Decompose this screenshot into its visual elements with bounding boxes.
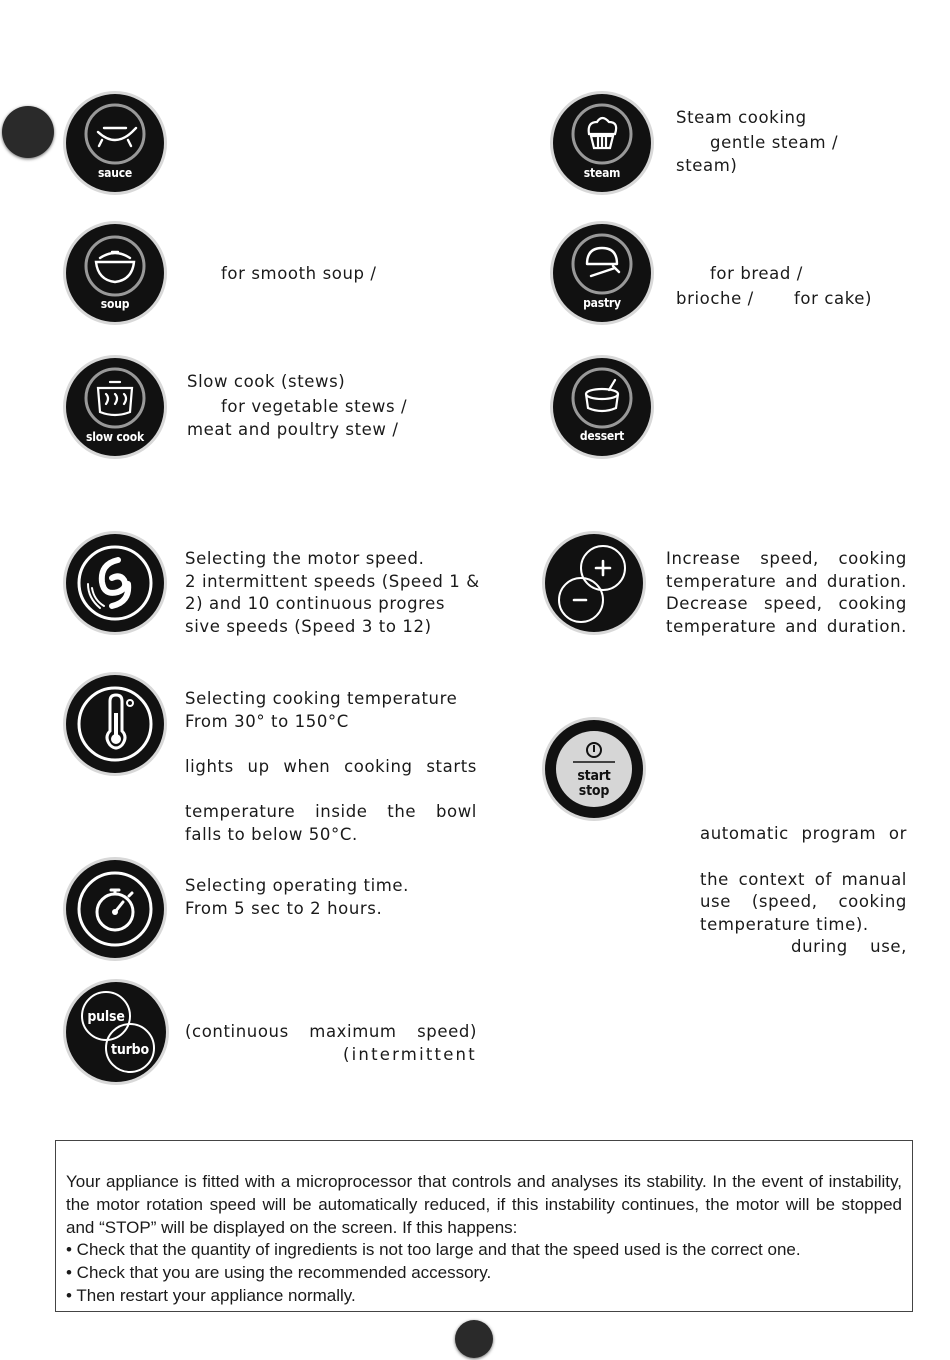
temperature-description-5: falls to below 50°C. [185,825,358,844]
pastry-description-1: for bread / [710,264,803,283]
plus-minus-icon [545,534,643,632]
stability-notice-box [55,1140,913,1312]
sauce-icon [66,94,164,192]
steam-label: steam [583,166,621,180]
stability-notice-paragraph: Your appliance is fitted with a microprocessor that controls and analyses its stability. In the event of instability, the motor rotation speed will be automatically reduced, if this instability continues, the motor will be stopped and “STOP” will be displayed on the screen. If this happens: [66,1172,902,1237]
speed-description-3: 2) and 10 continuous progres [185,594,446,613]
start-stop-description-3: use (speed, cooking [700,892,907,911]
start-stop-description-2: the context of manual [700,870,907,889]
temperature-description-2: From 30° to 150°C [185,712,349,731]
plus-minus-description-3: Decrease speed, cooking [666,594,907,613]
pulse-description-2: (intermittent [343,1045,477,1064]
start-stop-button-icon [545,720,643,818]
pulse-description-1: (continuous maximum speed) [185,1022,477,1041]
notice-bullet-2: • Check that you are using the recommended accessory. [66,1263,492,1283]
slow-cook-icon [66,358,164,456]
stop-label: stop [578,783,610,799]
timer-description-1: Selecting operating time. [185,876,410,895]
dessert-icon [553,358,651,456]
timer-description-2: From 5 sec to 2 hours. [185,899,383,918]
speed-description-1: Selecting the motor speed. [185,549,425,568]
slow-cook-label: slow cook [86,430,144,444]
pulse-turbo-icon [66,982,166,1082]
slow-cook-description-1: Slow cook (stews) [187,372,346,391]
pastry-label: pastry [583,296,621,310]
turbo-label: turbo [111,1042,149,1058]
soup-icon [66,224,164,322]
notice-bullet-3: • Then restart your appliance normally. [66,1285,356,1305]
pulse-label: pulse [87,1009,125,1025]
slow-cook-description-2: for vegetable stews / [221,397,408,416]
thermometer-icon [66,675,164,773]
pastry-description-2b: for cake) [794,289,873,308]
speed-description-4: sive speeds (Speed 3 to 12) [185,617,432,636]
temperature-description-4: temperature inside the bowl [185,802,477,821]
slow-cook-description-3: meat and poultry stew / [187,420,399,439]
temperature-description-1: Selecting cooking temperature [185,689,458,708]
temperature-description-3: lights up when cooking starts [185,757,477,776]
speed-icon [66,534,164,632]
plus-minus-description-2: temperature and duration. [666,572,907,591]
dessert-label: dessert [579,429,625,443]
soup-description: for smooth soup / [221,264,377,283]
start-stop-description-4: temperature time). [700,915,869,934]
page-number-marker [455,1320,493,1358]
notice-bullet-1: • Check that the quantity of ingredients is not too large and that the speed used is the correct one. [66,1240,801,1260]
steam-description-1: Steam cooking [676,108,807,127]
steam-description-2: gentle steam / [710,133,839,152]
steam-icon [553,94,651,192]
steam-description-3: steam) [676,156,738,175]
start-stop-description-1: automatic program or [700,824,907,843]
chapter-tab-marker [2,106,54,158]
plus-minus-description-1: Increase speed, cooking [666,549,907,568]
pastry-description-2a: brioche / [676,289,754,308]
timer-icon [66,860,164,958]
soup-label: soup [100,297,130,311]
sauce-label: sauce [97,166,133,180]
speed-description-2: 2 intermittent speeds (Speed 1 & [185,572,480,591]
start-label: start [577,768,611,784]
pastry-icon [553,224,651,322]
plus-minus-description-4: temperature and duration. [666,617,907,636]
start-stop-description-5: during use, [791,937,907,956]
